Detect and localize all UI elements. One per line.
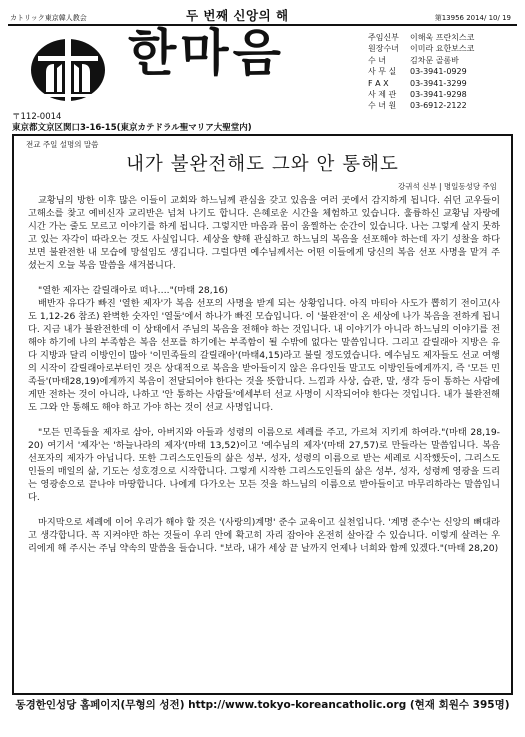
contact-row: 원장수녀 이미라 요한보스코 bbox=[368, 44, 475, 54]
contact-row: 사 무 실 03-3941-0929 bbox=[368, 67, 467, 77]
article-box bbox=[12, 134, 513, 695]
org-name: カトリック東京韓人教会 bbox=[10, 14, 87, 22]
article-paragraph: "열한 제자는 갈릴래아로 떠나…."(마태 28,16) bbox=[38, 285, 228, 296]
contact-list bbox=[368, 32, 518, 112]
masthead-title: 한마음 bbox=[128, 24, 285, 82]
article-series: 전교 주일 설명의 말씀 bbox=[26, 140, 99, 149]
article-paragraph: 마지막으로 세례에 이어 우리가 해야 할 것은 '(사랑의)계명' 준수 교육이고 실천입니다. '계명 준수'는 신앙의 뼈대라고 생각합니다. 꼭 지켜야만 하는 것들이 우리 안에 확고히 자리 잡아야 온전히 살아갈 수 있습니다. 이렇게 살려는 우리에게 해 주시는 주님 약속의 말씀을 들습니다. "보라, 내가 세상 끝 날까지 언제나 너희와 함께 있겠다."(마태 28,20) bbox=[28, 517, 500, 554]
article-paragraph: 교황님의 방한 이후 많은 이들이 교회와 하느님께 관심을 갖고 있음을 여러 곳에서 감지하게 됩니다. 쉬던 교우들이 고해소를 찾고 예비신자 교리반은 넘쳐 나기도 합니다. 은혜로운 시간을 체험하고 있습니다. 훌륭하신 교황님 자랑에 시간 가는 줄도 모르고 이야기를 하게 됩니다. 그렇지만 마음과 몸이 움찔하는 순간이 있습니다. 나는 그렇게 살지 못하고 있는 자각이 따라오는 것도 사실입니다. 세상을 향해 관심하고 하느님의 복음을 선포해야 하는데 자기 성찰을 하다보면 불완전한 내 모습에 망설임도 생깁니다. 그럴다면 예수님께서는 어떤 이들에게 당신의 복음 선포 사명을 맡겨 주셨는지 오늘 복음 말씀을 새겨봅니다. bbox=[28, 195, 500, 271]
footer-homepage: 동경한인성당 홈페이지(무형의 성전) http://www.tokyo-koreancatholic.org (현재 회원수 395명) bbox=[15, 699, 510, 711]
contact-row: 사 제 관 03-3941-9298 bbox=[368, 90, 467, 100]
article-title: 내가 불완전해도 그와 안 통해도 bbox=[126, 154, 399, 175]
address-line: 東京都文京区関口3-16-15(東京カテドラル聖マリア大聖堂内) bbox=[12, 123, 252, 133]
header-bar bbox=[8, 6, 517, 24]
header-subtitle: 두 번째 신앙의 해 bbox=[186, 8, 289, 23]
article-paragraph: 배반자 유다가 빠진 '열한 제자'가 복음 선포의 사명을 받게 되는 상황입니다. 아직 마티아 사도가 뽑히기 전이고(사도 1,12-26 참조) 완벽한 숫자인 '열둘'에서 하나가 빠진 모습입니다. 이 '불완전'이 온 세상에 나가 복음을 전하게 됩니다. 지금 내가 불완전한데 이 상태에서 주님의 복음을 전해야 하는 것입니다. 내 이야기가 아니라 하느님의 이야기를 전해야 하기에 나의 부족함은 복음 선포를 하기에는 부족함이 될 수밖에 없다는 말씀입니다. 그리고 갈릴래아 지방은 유다 지방과 달리 이방인이 많아 '이민족들의 갈릴래아'(마태4,15)라고 불릴 정도였습니다. 예수님도 제자들도 선교 여행의 시작이 갈릴래아로부터인 것은 상대적으로 복음을 받아들이지 않은 유다인들 말고도 이방인들에게까지, 즉 '모든 민족들'(마태28,19)에게까지 복음이 전달되어야 한다는 것을 뜻합니다. 느낌과 사상, 습관, 말, 생각 등이 통하는 사람에게만 전하는 것이 아니라, 나하고 '안 통하는 사람들'에세부터 선교 사명이 시작되어야 한다는 것입니다. 내가 불완전해도 그와 안 통해도 해야 하고 가야 하는 것이 선교 사명입니다. bbox=[28, 298, 500, 413]
article-paragraph: "모든 민족들을 제자로 삼아, 아버지와 아들과 성령의 이름으로 세례를 주고, 가르쳐 지키게 하여라."(마태 28,19-20) 여기서 '제자'는 '하늘나라의 제자'(마태 13,52)이고 '예수님의 제자'(마태 27,57)로 만들라는 말씀입니다. 복음 선포자의 제자가 아닙니다. 또한 그리스도인들의 삶은 성부, 성자, 성령의 이름으로 받는 세례로 시작했듯이, 그리스도인들의 매일의 삶, 기도는 성호경으로 시작합니다. 그렇게 시작한 그리스도인들의 삶은 성부, 성자, 성령께 영광을 드리는 영광송으로 끝나야 마땅합니다. 나에게 다가오는 모든 것을 하느님의 이름으로 받아들이고 마무리하라는 말씀입니다. bbox=[28, 427, 500, 503]
issue-info: 第13956 2014/ 10/ 19 bbox=[434, 14, 511, 22]
church-logo-icon bbox=[28, 34, 108, 104]
contact-row: 수 녀 김차문 골롬바 bbox=[368, 55, 459, 65]
contact-row: 주임신부 이해욱 프란치스코 bbox=[368, 33, 475, 42]
contact-row: 수 녀 원 03-6912-2122 bbox=[368, 101, 467, 111]
article-byline: 강귀석 신부 | 명일동성당 주임 bbox=[397, 182, 497, 191]
article-body bbox=[28, 194, 500, 567]
postal-code: 〒112-0014 bbox=[12, 112, 62, 122]
contact-row: F A X 03-3941-3299 bbox=[368, 78, 467, 88]
